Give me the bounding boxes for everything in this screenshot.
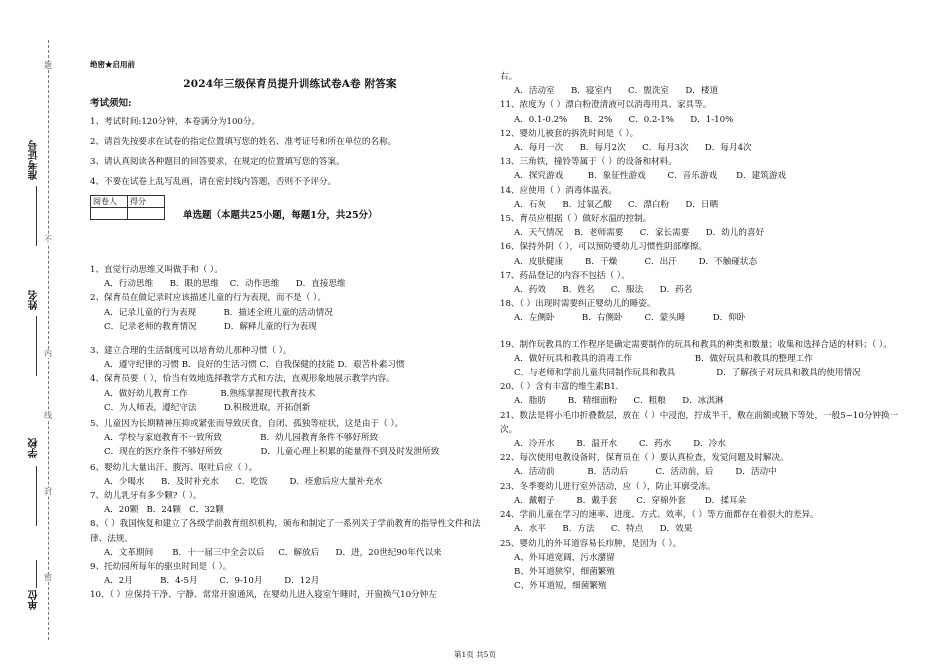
question-item (500, 184, 910, 212)
question-text: 24、学前儿童在学习的速率、进度、方式、效率，（ ）等方面都存在着很大的差异。 (500, 510, 819, 521)
question-item (500, 240, 910, 268)
score-table (90, 195, 165, 220)
question-text: 4、保育员要（ ），恰当有效地选择教学方式和方法，直观形象地展示教学内容。 (90, 374, 395, 385)
question-item (500, 98, 910, 126)
answer-options: A．文革期间 B．十一届三中全会以后 C．解放后 D．进，20世纪90年代以来 (104, 547, 442, 558)
answer-options: A．活动室 B．寝室内 C．盥洗室 D．楼道 (514, 86, 719, 97)
question-text: 11、浓度为（ ）漂白粉澄清液可以消毒用具、家具等。 (500, 100, 712, 111)
question-text: 20、（ ）含有丰富的维生素B1. (500, 382, 619, 393)
question-item (500, 155, 910, 183)
question-text: 18、（ ）出现时需要纠正婴幼儿的睡姿。 (500, 299, 656, 310)
unit-blank (36, 560, 37, 588)
answer-options: A．左侧卧 B．右侧卧 C．蒙头睡 D．仰卧 (514, 313, 746, 324)
question-text: 12、婴幼儿被套的拆洗时间是（ ）。 (500, 128, 639, 139)
notice-heading: 考试须知: (90, 98, 132, 109)
answer-options: A．探究游戏 B．象征性游戏 C．音乐游戏 D．建筑游戏 (514, 171, 787, 182)
answer-options: A．戴帽子 B．戴手套 C．穿棉外套 D．揉耳朵 (514, 495, 747, 506)
answer-options: A．天气情况 B．老师需要 C．家长需要 D．幼儿的喜好 (514, 228, 765, 239)
question-text: 9、托幼园所每年的驱虫时间是（ ）。 (90, 562, 232, 573)
exam-number-blank (36, 186, 37, 246)
question-text: 2、保育员在做记录时应该描述儿童的行为表现，而不是（ ）。 (90, 293, 326, 304)
notice-item: 2、请首先按要求在试卷的指定位置填写您的姓名、准考证号和所在单位的名称。 (90, 137, 397, 147)
question-text: 3、建立合理的生活制度可以培育幼儿那种习惯（ ）。 (90, 346, 292, 357)
question-item (90, 344, 490, 372)
notice-item: 4、不要在试卷上乱写乱画，请在密封线内答题，否则不予评分。 (90, 177, 337, 187)
answer-options: A．遵守纪律的习惯 B．良好的生活习惯 C．自我保健的技能 D．艰苦朴素习惯 (104, 360, 405, 371)
answer-options: C、外耳道短，细菌繁殖 (514, 581, 607, 592)
answer-options: B、外耳道狭窄，细菌繁殖 (514, 566, 615, 577)
question-item (500, 380, 910, 408)
question-text: 10、（ ）应保持干净、宁静、常常开窗通风，在婴幼儿进入寝室午睡时，开窗换气10分钟左 (90, 590, 437, 601)
question-item (500, 212, 910, 240)
question-text: 1、直觉行动思维又叫做手和（ ）。 (90, 265, 223, 275)
section-heading: 单选题（本题共25小题，每题1分，共25分） (183, 210, 378, 221)
question-item (500, 508, 910, 536)
answer-options: A．0.1-0.2% B．2% C．0.2-1% D．1-10% (514, 114, 734, 125)
seal-mark: 线 (44, 411, 52, 420)
name-blank (36, 316, 37, 376)
right-column (500, 70, 910, 593)
secret-mark: 绝密★启用前 (90, 60, 135, 69)
reviewer-cell[interactable] (91, 208, 128, 220)
answer-options: A．学校与家庭教育不一致所致 B．幼儿园教育条件不够好所致 (104, 433, 379, 444)
seal-mark: 题 (44, 61, 52, 70)
question-item (90, 417, 490, 460)
seal-mark: 封 (44, 487, 52, 496)
question-text: 6、婴幼儿大量出汗、腹泻、呕吐后应（ ）。 (90, 462, 258, 473)
answer-options: A．行动思维 B．眼的思维 C．动作思维 D．直接思维 (104, 279, 346, 290)
left-column (90, 58, 490, 603)
answer-options: A．水平 B．方法 C．特点 D．效果 (514, 524, 693, 535)
question-list-left (90, 263, 490, 603)
question-text: 右。 (500, 72, 518, 82)
answer-options: C．记录老师的教育情况 D．解释儿童的行为表现 (104, 321, 317, 332)
question-text: 14、应使用（ ）消毒体温表。 (500, 185, 617, 196)
question-item (90, 461, 490, 489)
answer-options: C．为人师表，遵纪守法 D.积极进取，开拓创新 (104, 402, 311, 413)
question-item (500, 70, 910, 98)
answer-options: A．做好玩具和教具的消毒工作 B．做好玩具和教具的整理工作 (514, 353, 813, 364)
question-text: 17、药品登记的内容不包括（ ）。 (500, 270, 630, 281)
question-text: 19、制作玩教具的工作程序是确定需要制作的玩具和教具的种类和数量；收集和选择合适的材料；（ ）。 (500, 339, 892, 350)
notice-item: 3、请认真阅读各种题目的回答要求，在规定的位置填写您的答案。 (90, 157, 345, 167)
question-item (500, 537, 910, 594)
question-item (500, 297, 910, 325)
answer-options: A、外耳道宽阔，污水潴留 (514, 552, 615, 563)
answer-options: A．做好幼儿教育工作 B.熟练掌握现代教育技术 (104, 388, 316, 399)
question-item (90, 291, 490, 334)
answer-options: A．少喝水 B．及时补充水 C．吃饭 D．痊愈后应大量补充水 (104, 476, 383, 487)
answer-options: A．脂肪 B．精细面粉 C．粗粮 D．冰淇淋 (514, 396, 724, 407)
answer-options: A．皮肤健康 B．干燥 C．出汗 D．不触碰状态 (514, 256, 758, 267)
seal-mark: 内 (44, 349, 52, 358)
reviewer-header: 阅卷人 (91, 196, 128, 208)
question-item (500, 409, 910, 452)
answer-options: A．2月 B．4-5月 C．9-10月 D．12月 (104, 576, 320, 587)
answer-options: A．每月一次 B．每月2次 C．每月3次 D．每月4次 (514, 143, 752, 154)
question-text: 7、幼儿乳牙有多少颗?（ ）。 (90, 491, 202, 502)
question-text: 16、保持外阴（ ），可以预防婴幼儿习惯性阴部摩擦。 (500, 242, 708, 253)
question-text: 5、儿童因为长期精神压抑或紧张而导致厌食，自闭、孤独等症状，这是由于（ ）。 (90, 419, 404, 430)
binding-label-school: 学校 (29, 438, 40, 458)
answer-options: A．活动前 B．活动后 C．活动前，后 D．活动中 (514, 467, 777, 478)
answer-options: C．现在的医疗条件不够好所致 D．儿童心理上积累的能量得不到及时发泄所致 (104, 447, 440, 458)
page-title: 2024年三级保育员提升训练试卷A卷 附答案 (183, 78, 397, 90)
question-text: 25、婴幼儿的外耳道容易长疖肿，是因为（ ）。 (500, 538, 682, 549)
question-item (90, 517, 490, 560)
school-blank (36, 466, 37, 526)
page-footer: 第1页 共5页 (454, 650, 496, 659)
question-text: 15、育员应根据（ ）做好水温的控制。 (500, 214, 652, 225)
question-item (90, 263, 490, 291)
question-text: 22、每次使用电教设备时，保育员在（ ）要认真检查，发觉问题及时解决。 (500, 453, 789, 464)
question-item (500, 451, 910, 479)
question-text: 13、三角铁，撞铃等属于（ ）的设备和材料。 (500, 157, 677, 168)
question-item (90, 560, 490, 588)
question-text: 21、数法是将小毛巾折叠数层，放在（ ）中浸泡，拧成半干，敷在前额或腋下等处，一般5~10分钟换一次。 (500, 410, 899, 435)
question-item (90, 588, 490, 602)
answer-options: A．冷开水 B．温开水 C．药水 D．冷水 (514, 439, 726, 450)
score-area (90, 195, 490, 223)
question-item (500, 127, 910, 155)
score-header: 得分 (128, 196, 165, 208)
notice-item: 1、考试时间:120分钟，本卷满分为100分。 (90, 117, 261, 127)
seal-mark: 不 (44, 235, 52, 244)
answer-options: C．与老师和学前儿童共同制作玩具和教具 D．了解孩子对玩具和教具的使用情况 (514, 368, 861, 379)
question-item (500, 480, 910, 508)
question-text: 23、冬季婴幼儿进行室外活动，应（ ），防止耳廓受冻。 (500, 481, 716, 492)
question-item (500, 269, 910, 297)
answer-options: A．药效 B．姓名 C．服法 D．药名 (514, 285, 693, 296)
question-item (90, 372, 490, 415)
question-item (90, 489, 490, 517)
binding-label-exam-number: 准考证号 (29, 140, 40, 180)
question-text: 8、（ ）我国恢复和建立了各级学前教育组织机构，颁布和制定了一系列关于学前教育的指导性文件和法律、法规。 (90, 519, 481, 544)
binding-label-unit: 单位 (29, 590, 40, 610)
answer-options: A．20颗 B．24颗 C．32颗 (104, 505, 224, 516)
answer-options: A．石灰 B．过氧乙酸 C．漂白粉 D．日晒 (514, 199, 719, 210)
question-item (500, 338, 910, 381)
binding-label-name: 姓名 (29, 290, 40, 310)
binding-strip (0, 0, 70, 671)
seal-line (48, 40, 49, 640)
score-cell[interactable] (128, 208, 165, 220)
seal-mark: 密 (44, 573, 52, 582)
question-list-right (500, 70, 910, 593)
answer-options: A．记录儿童的行为表现 B．描述全班儿童的活动情况 (104, 307, 333, 318)
